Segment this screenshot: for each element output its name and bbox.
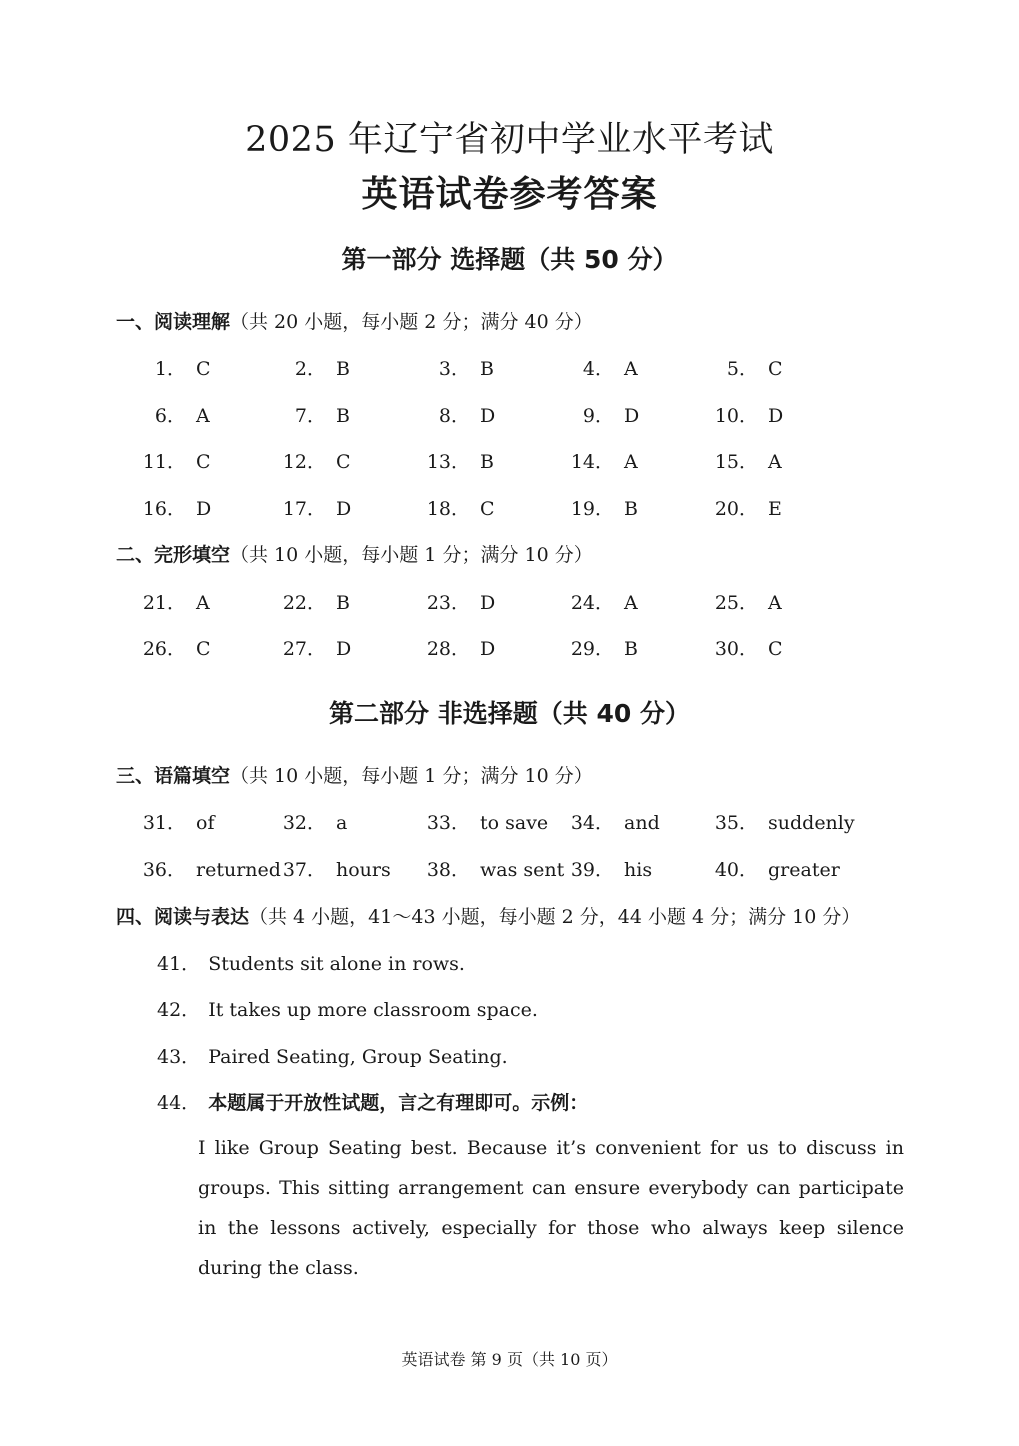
answer-row	[0, 494, 1019, 520]
answer-item	[564, 447, 638, 474]
question-number: 4．	[582, 358, 614, 380]
answer-item	[420, 808, 548, 835]
question-number: 23．	[426, 592, 470, 614]
section-name: 一、阅读理解	[116, 311, 231, 333]
answer-41	[157, 949, 465, 976]
answer-value: D	[768, 405, 784, 427]
answer-value: C	[768, 358, 783, 380]
answer-item	[708, 494, 782, 521]
answer-item	[564, 588, 638, 615]
answer-value: B	[480, 358, 494, 380]
answer-value: A	[196, 592, 210, 614]
question-number: 40．	[714, 859, 758, 881]
section-name: 三、语篇填空	[116, 765, 231, 787]
section-cloze-heading	[116, 540, 593, 567]
answer-value: A	[624, 358, 638, 380]
answer-item	[136, 447, 211, 474]
answer-item	[276, 494, 351, 521]
answer-text: It takes up more classroom space.	[208, 999, 538, 1021]
question-number: 8．	[438, 405, 470, 427]
exam-subtitle: 英语试卷参考答案	[361, 174, 658, 215]
answer-item	[708, 588, 782, 615]
answer-item	[136, 494, 211, 521]
answer-item	[276, 447, 351, 474]
answer-42	[157, 995, 538, 1022]
answer-item	[136, 634, 211, 661]
question-number: 6．	[154, 405, 186, 427]
question-number: 35．	[714, 812, 758, 834]
answer-value: E	[768, 498, 782, 520]
answer-value: returned	[196, 859, 281, 881]
answer-value: A	[196, 405, 210, 427]
answer-value: and	[624, 812, 660, 834]
answer-item	[136, 808, 214, 835]
answer-value: C	[196, 358, 211, 380]
answer-item	[420, 401, 495, 428]
question-number: 20．	[714, 498, 758, 520]
question-number: 39．	[570, 859, 614, 881]
section-name: 二、完形填空	[116, 544, 231, 566]
exam-title: 2025 年辽宁省初中学业水平考试	[245, 120, 774, 160]
question-number: 16．	[142, 498, 186, 520]
question-number: 15．	[714, 451, 758, 473]
answer-value: C	[196, 451, 211, 473]
answer-value: D	[480, 638, 496, 660]
question-number: 10．	[714, 405, 758, 427]
section-detail: （共 4 小题，41～43 小题，每小题 2 分，44 小题 4 分；满分 10 分）	[249, 906, 861, 928]
question-number: 32．	[282, 812, 326, 834]
question-number: 31．	[142, 812, 186, 834]
question-number: 3．	[438, 358, 470, 380]
answer-value: D	[336, 638, 352, 660]
question-number: 29．	[570, 638, 614, 660]
page-footer: 英语试卷 第 9 页（共 10 页）	[401, 1350, 618, 1369]
question-number: 11．	[142, 451, 186, 473]
part1-heading: 第一部分 选择题（共 50 分）	[341, 245, 678, 274]
question-number: 5．	[726, 358, 758, 380]
answer-item	[564, 494, 638, 521]
question-number: 13．	[426, 451, 470, 473]
answer-item	[136, 588, 210, 615]
part2-heading: 第二部分 非选择题（共 40 分）	[329, 699, 690, 728]
section-detail: （共 20 小题，每小题 2 分；满分 40 分）	[230, 311, 593, 333]
answer-value: A	[768, 592, 782, 614]
section-text-fill-heading	[116, 761, 593, 788]
answer-item	[276, 354, 350, 381]
answer-value: B	[624, 638, 638, 660]
answer-value: to save	[480, 812, 549, 834]
answer-value: A	[624, 451, 638, 473]
answer-item	[420, 354, 494, 381]
question-number: 18．	[426, 498, 470, 520]
answer-note: 本题属于开放性试题，言之有理即可。示例：	[208, 1092, 589, 1114]
answer-item	[276, 401, 350, 428]
answer-value: D	[480, 405, 496, 427]
question-number: 22．	[282, 592, 326, 614]
question-number: 2．	[294, 358, 326, 380]
question-number: 41．	[157, 953, 201, 975]
question-number: 37．	[282, 859, 326, 881]
answer-value: D	[480, 592, 496, 614]
answer-item	[136, 401, 210, 428]
answer-value: A	[768, 451, 782, 473]
answer-value: C	[336, 451, 351, 473]
answer-item	[276, 855, 391, 882]
section-expression-heading	[116, 902, 860, 929]
answer-row	[0, 855, 1019, 881]
answer-43	[157, 1042, 508, 1069]
section-detail: （共 10 小题，每小题 1 分；满分 10 分）	[230, 544, 593, 566]
answer-item	[708, 401, 783, 428]
question-number: 1．	[154, 358, 186, 380]
question-number: 28．	[426, 638, 470, 660]
question-number: 9．	[582, 405, 614, 427]
section-name: 四、阅读与表达	[116, 906, 250, 928]
answer-value: was sent	[480, 859, 565, 881]
answer-item	[708, 855, 840, 882]
answer-item	[420, 855, 564, 882]
question-number: 34．	[570, 812, 614, 834]
answer-row	[0, 588, 1019, 614]
answer-row	[0, 401, 1019, 427]
question-number: 12．	[282, 451, 326, 473]
answer-item	[564, 401, 639, 428]
answer-value: suddenly	[768, 812, 855, 834]
question-number: 7．	[294, 405, 326, 427]
question-number: 25．	[714, 592, 758, 614]
question-number: 21．	[142, 592, 186, 614]
question-number: 44．	[157, 1092, 201, 1114]
answer-value: greater	[768, 859, 840, 881]
answer-value: A	[624, 592, 638, 614]
answer-value: D	[336, 498, 352, 520]
answer-item	[420, 494, 495, 521]
answer-text: Students sit alone in rows.	[208, 953, 465, 975]
answer-item	[136, 354, 211, 381]
answer-row	[0, 447, 1019, 473]
answer-item	[708, 634, 783, 661]
answer-item	[708, 447, 782, 474]
answer-value: B	[336, 592, 350, 614]
answer-item	[708, 808, 855, 835]
question-number: 19．	[570, 498, 614, 520]
answer-item	[136, 855, 281, 882]
section-reading-heading	[116, 307, 593, 334]
answer-value: B	[624, 498, 638, 520]
sample-essay: I like Group Seating best. Because it’s convenient for us to discuss in groups. This sitting arrangement can ensure everybody can participate in the lessons actively, especially for those who always keep silence during the class.	[198, 1137, 904, 1279]
answer-text: Paired Seating, Group Seating.	[208, 1046, 508, 1068]
answer-value: B	[480, 451, 494, 473]
answer-value: a	[336, 812, 348, 834]
answer-value: B	[336, 358, 350, 380]
answer-item	[420, 588, 495, 615]
answer-row	[0, 354, 1019, 380]
question-number: 33．	[426, 812, 470, 834]
answer-item	[564, 808, 660, 835]
question-number: 24．	[570, 592, 614, 614]
answer-value: B	[336, 405, 350, 427]
question-number: 27．	[282, 638, 326, 660]
question-number: 17．	[282, 498, 326, 520]
question-number: 30．	[714, 638, 758, 660]
answer-value: D	[196, 498, 212, 520]
answer-item	[564, 354, 638, 381]
question-number: 26．	[142, 638, 186, 660]
answer-item	[276, 634, 351, 661]
answer-row	[0, 634, 1019, 660]
answer-44	[157, 1088, 588, 1115]
section-detail: （共 10 小题，每小题 1 分；满分 10 分）	[230, 765, 593, 787]
answer-value: D	[624, 405, 640, 427]
question-number: 36．	[142, 859, 186, 881]
answer-item	[276, 808, 347, 835]
question-number: 38．	[426, 859, 470, 881]
answer-item	[564, 634, 638, 661]
answer-value: C	[196, 638, 211, 660]
answer-value: C	[480, 498, 495, 520]
answer-value: hours	[336, 859, 391, 881]
question-number: 42．	[157, 999, 201, 1021]
answer-value: his	[624, 859, 653, 881]
answer-value: C	[768, 638, 783, 660]
answer-value: of	[196, 812, 215, 834]
answer-item	[420, 634, 495, 661]
question-number: 14．	[570, 451, 614, 473]
answer-item	[276, 588, 350, 615]
question-number: 43．	[157, 1046, 201, 1068]
answer-item	[420, 447, 494, 474]
answer-row	[0, 808, 1019, 834]
answer-item	[708, 354, 783, 381]
answer-item	[564, 855, 652, 882]
